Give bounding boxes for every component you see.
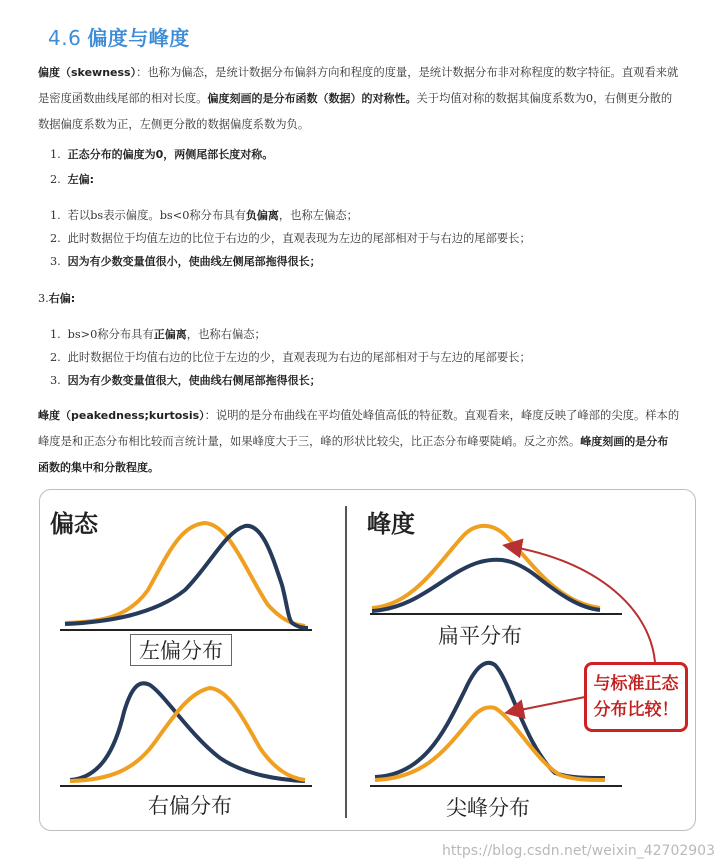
kurtosis-paragraph [38,403,698,481]
normal-curve [70,688,305,781]
kurtosis-title: 峰度 [367,510,415,538]
watermark: https://blog.csdn.net/weixin_42702903 [441,843,715,859]
left-skew-caption: 左偏分布 [130,634,232,666]
right-skew-curve [70,683,305,781]
skewness-term: 偏度（skewness） [38,66,137,79]
skewness-line-3: 数据偏度系数为正，左侧更分散的数据偏度系数为负。 [38,118,310,131]
skewness-key-point: 偏度刻画的是分布函数（数据）的对称性。 [207,92,417,105]
left-skew-curve [65,526,308,628]
skewness-line-2: 是密度函数曲线尾部的相对长度。偏度刻画的是分布函数（数据）的对称性。关于均值对称的数据其偏度系数为0，右侧更分散的 [38,92,673,105]
kurtosis-key-point: 峰度刻画的是分布 [580,435,669,448]
list-item: 1. bs>0称分布具有正偏离，也称右偏态； [50,328,266,341]
skewness-kurtosis-figure [39,489,696,831]
skewness-line-1: 偏度（skewness）：也称为偏态，是统计数据分布偏斜方向和程度的度量，是统计数据分布非对称程度的数字特征。直观看来就 [38,66,679,79]
list-item: 2. 此时数据位于均值右边的比位于左边的少，直观表现为右边的尾部相对于与左边的尾部要长； [50,351,531,364]
compare-callout: 与标准正态 分布比较！ [584,662,688,732]
section-title: 偏度与峰度 [87,26,190,50]
section-number: 4.6 [48,26,82,50]
list-item: 2. 左偏: [50,173,94,186]
skewness-title: 偏态 [50,510,98,538]
right-skew-heading: 3.右偏: [38,292,76,305]
kurtosis-term: 峰度（peakedness;kurtosis） [38,409,205,422]
arrow-to-peaked [510,697,585,712]
kurtosis-line-2: 峰度是和正态分布相比较而言统计量，如果峰度大于三，峰的形状比较尖，比正态分布峰要陡峭。反之亦然。峰度刻画的是分布 [38,435,669,448]
peaked-caption: 尖峰分布 [446,796,530,820]
list-item: 3. 因为有少数变量值很小，使曲线左侧尾部拖得很长； [50,255,321,268]
skewness-paragraph [38,60,698,138]
normal-curve [65,523,305,626]
list-item: 1. 若以bs表示偏度。bs<0称分布具有负偏离，也称左偏态； [50,209,358,222]
list-item: 2. 此时数据位于均值左边的比位于右边的少，直观表现为左边的尾部相对于与右边的尾部要长； [50,232,531,245]
kurtosis-line-1: 峰度（peakedness;kurtosis）：说明的是分布曲线在平均值处峰值高低的特征数。直观看来，峰度反映了峰部的尖度。样本的 [38,409,680,422]
flat-curve [372,560,600,611]
peaked-curve [375,663,605,778]
section-heading [48,22,190,51]
kurtosis-line-3: 函数的集中和分散程度。 [38,461,159,474]
list-item: 3. 因为有少数变量值很大，使曲线右侧尾部拖得很长； [50,374,321,387]
right-skew-caption: 右偏分布 [148,794,232,818]
flat-caption: 扁平分布 [438,624,522,648]
list-item: 1. 正态分布的偏度为0，两侧尾部长度对称。 [50,148,274,161]
